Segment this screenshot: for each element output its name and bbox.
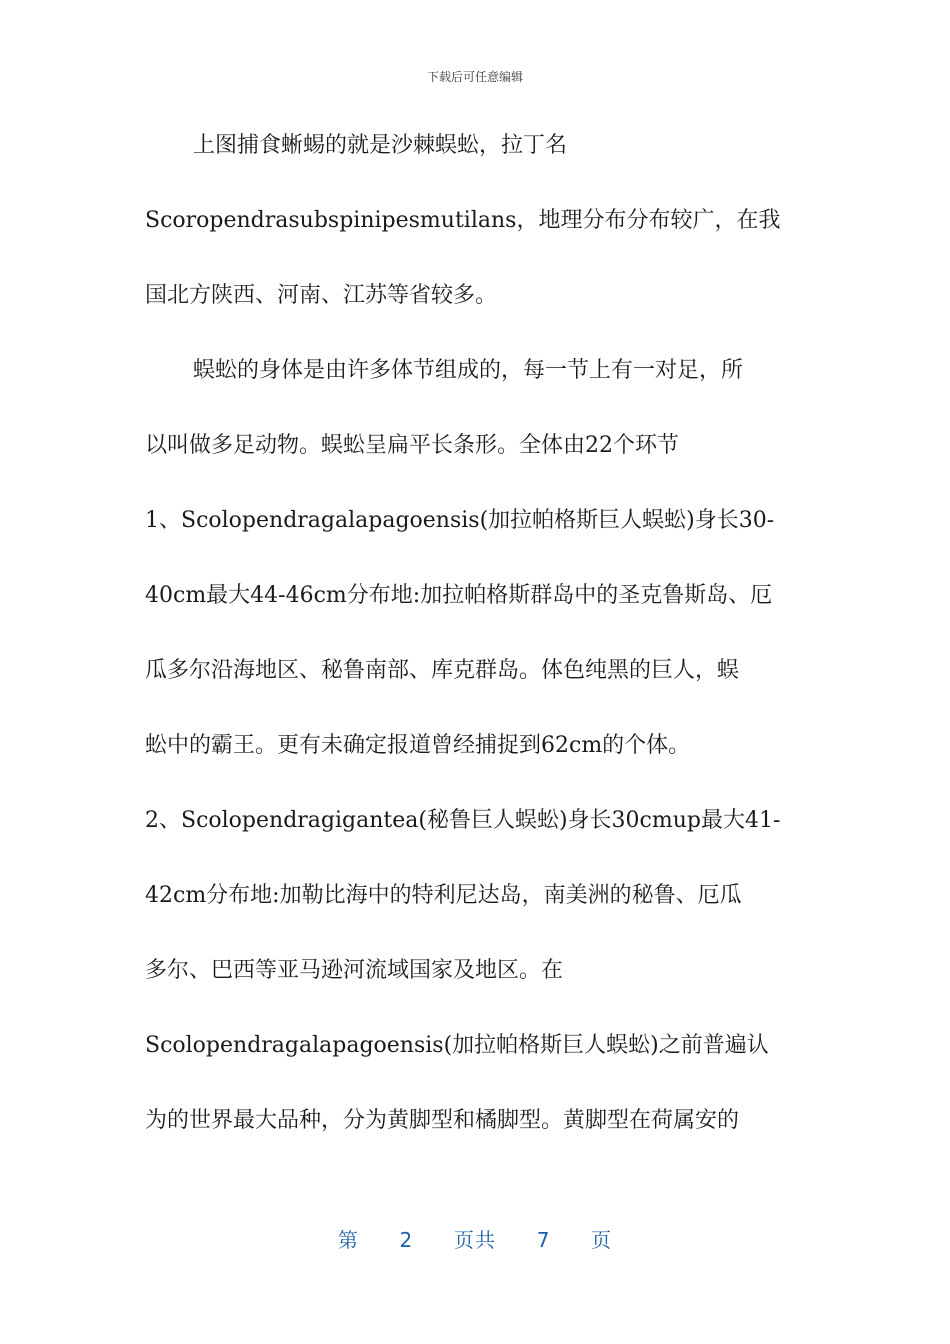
paragraph-line: 以叫做多足动物。蜈蚣呈扁平长条形。全体由22个环节	[145, 433, 679, 458]
paragraph-line: 多尔、巴西等亚马逊河流域国家及地区。在	[145, 958, 564, 983]
page-number-footer	[0, 1224, 950, 1253]
header-note: 下载后可任意编辑	[426, 70, 523, 84]
footer-prefix: 第	[337, 1228, 359, 1252]
footer-suffix: 页	[591, 1228, 613, 1252]
paragraph-line: 1、Scolopendragalapagoensis(加拉帕格斯巨人蜈蚣)身长30-	[145, 508, 775, 533]
paragraph-line: 为的世界最大品种，分为黄脚型和橘脚型。黄脚型在荷属安的	[145, 1108, 740, 1133]
paragraph-line: 2、Scolopendragigantea(秘鲁巨人蜈蚣)身长30cmup最大41-	[145, 808, 781, 833]
paragraph-line: 蜈蚣的身体是由许多体节组成的，每一节上有一对足，所	[193, 358, 744, 383]
body-text	[145, 126, 807, 1176]
paragraph-line: 蚣中的霸王。更有未确定报道曾经捕捉到62cm的个体。	[145, 733, 691, 758]
paragraph-line: 国北方陕西、河南、江苏等省较多。	[145, 283, 498, 308]
paragraph-line: 42cm分布地:加勒比海中的特利尼达岛，南美洲的秘鲁、厄瓜	[145, 883, 742, 908]
paragraph-line: 上图捕食蜥蜴的就是沙棘蜈蚣，拉丁名	[193, 133, 568, 158]
paragraph-line: 40cm最大44-46cm分布地:加拉帕格斯群岛中的圣克鲁斯岛、厄	[145, 583, 773, 608]
current-page-number: 2	[399, 1228, 414, 1252]
paragraph-line: 瓜多尔沿海地区、秘鲁南部、库克群岛。体色纯黑的巨人，蜈	[145, 658, 740, 683]
total-pages-number: 7	[536, 1228, 551, 1252]
paragraph-line: Scoropendrasubspinipesmutilans，地理分布分布较广，在我	[145, 208, 781, 233]
paragraph-line: Scolopendragalapagoensis(加拉帕格斯巨人蜈蚣)之前普遍认	[145, 1033, 769, 1058]
footer-middle: 页共	[454, 1228, 496, 1252]
